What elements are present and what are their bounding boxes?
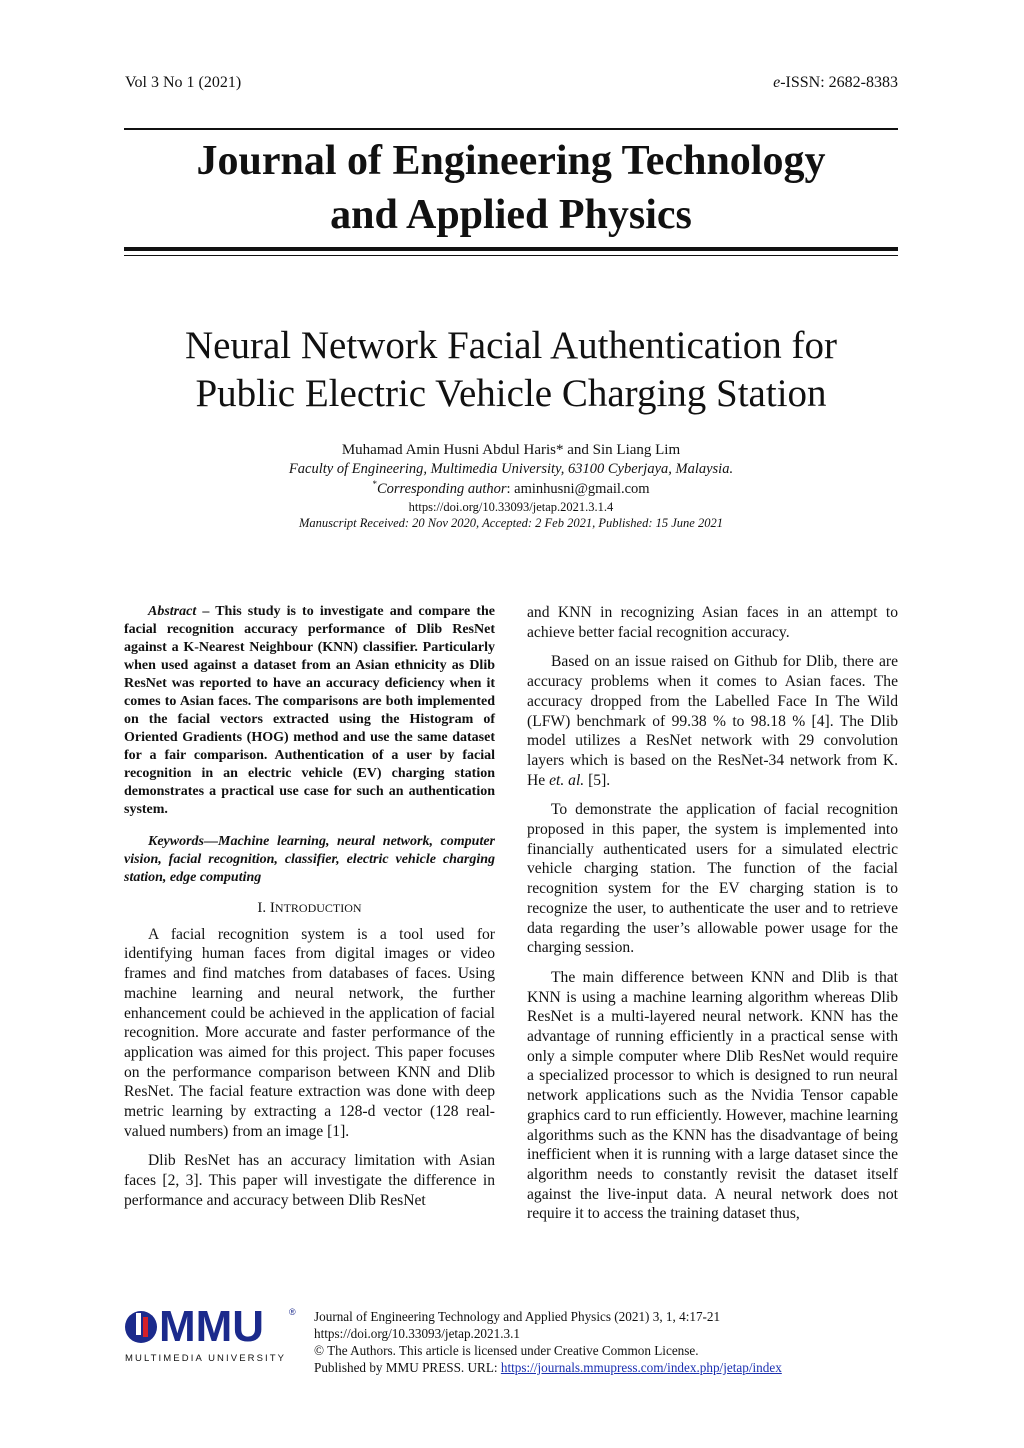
paper-title-line1: Neural Network Facial Authentication for [185,324,837,367]
right-column [527,603,898,1234]
issn-number: -ISSN: 2682-8383 [780,74,898,91]
logo-text: MMU [159,1303,265,1351]
footer-license: © The Authors. This article is licensed under Creative Common License. [314,1343,699,1358]
corresponding-label: Corresponding author [376,480,507,497]
manuscript-dates: Manuscript Received: 20 Nov 2020, Accepted: 2 Feb 2021, Published: 15 June 2021 [299,516,723,530]
journal-title-line1: Journal of Engineering Technology [196,138,826,184]
corresponding-email[interactable]: : aminhusni@gmail.com [506,480,650,497]
right-paragraph-3: To demonstrate the application of facial recognition proposed in this paper, the system is implemented into financially authenticated users for a simulated electric vehicle charging station. The function of the facial recognition system for the EV charging station is to recognize the user, to authenticate the user and to retrieve data regarding the user’s allowable power usage for the charging session. [527,801,898,957]
section-heading-introduction [124,899,495,919]
corresponding-author [124,479,898,498]
right-p2-before: Based on an issue raised on Github for Dlib, there are accuracy problems when it comes to Asian faces. The accuracy dropped from the Labelled Face In The Wild (LFW) benchmark of 99.38 % to 98.18 % [4]. The Dlib model utilizes a ResNet network with 29 convolution layers which is based on the ResNet-34 network from K. He [527,653,898,789]
header-volume: Vol 3 No 1 (2021) [125,74,242,91]
logo-bar-2 [143,1317,148,1337]
mmu-logo [123,1303,298,1365]
section-heading-num: I. I [257,900,275,916]
section-heading-rest: NTRODUCTION [274,901,362,915]
footer-citation: Journal of Engineering Technology and Applied Physics (2021) 3, 1, 4:17-21 [314,1309,721,1324]
footer-published [314,1359,782,1376]
intro-paragraph-1: A facial recognition system is a tool used for identifying human faces from digital images or video frames and find matches from databases of faces. Using machine learning and neural network, the further enhancement could be achieved in the application of facial recognition. More accurate and faster performance of the application was aimed for this project. This paper focuses on the performance comparison between KNN and Dlib ResNet. The facial feature extraction was done with deep metric learning by extracting a 128-d vector (128 real-valued numbers) from an image [1]. [124,925,495,1140]
issn-prefix: e [773,74,781,91]
right-p2-after: [5]. [584,771,611,789]
bottom-rule-thin [124,255,898,256]
journal-title-line2: and Applied Physics [330,192,692,238]
journal-title [124,134,898,242]
keywords-text: Keywords—Machine learning, neural network, computer vision, facial recognition, classifier, electric vehicle charging station, edge computing [124,834,495,885]
left-column [124,603,495,1221]
right-paragraph-4: The main difference between KNN and Dlib is that KNN is using a machine learning algorithm whereas Dlib ResNet is a multi-layered neural network. KNN has the advantage of running efficiently in a practical sense with only a simple computer where Dlib ResNet would require a specialized processor to which is designed to run neural network applications such as the Nvidia Tensor capable graphics card to run efficiently. However, machine learning algorithms such as the KNN has the disadvantage of being inefficient when it is running with a large dataset since the algorithm needs to constantly revisit the dataset itself against the live-input data. A neural network does not require it to access the training dataset thus, [527,968,898,1223]
abstract-label: Abstract [148,604,197,619]
footer-journal-link[interactable]: https://journals.mmupress.com/index.php/jetap/index [500,1360,782,1375]
corresponding-mark: * [372,479,377,489]
bottom-rule-thick [124,247,898,251]
header-issn [773,74,898,92]
keywords [124,833,495,887]
logo-bar-1 [136,1313,141,1335]
authors: Muhamad Amin Husni Abdul Haris* and Sin Liang Lim [341,442,681,458]
right-p2-italic: et. al. [549,771,585,789]
intro-paragraph-2: Dlib ResNet has an accuracy limitation with Asian faces [2, 3]. This paper will investigate the difference in performance and accuracy between Dlib ResNet [124,1152,495,1209]
footer-doi[interactable]: https://doi.org/10.33093/jetap.2021.3.1 [314,1326,520,1341]
logo-subtext: MULTIMEDIA UNIVERSITY [125,1353,287,1364]
logo-reg: ® [289,1307,296,1317]
affiliation: Faculty of Engineering, Multimedia University, 63100 Cyberjaya, Malaysia. [288,461,734,477]
mmu-logo-mark [123,1303,298,1365]
paper-title-line2: Public Electric Vehicle Charging Station [195,372,827,415]
top-rule [124,128,898,130]
right-paragraph-1: and KNN in recognizing Asian faces in an attempt to achieve better facial recognition accuracy. [527,604,898,641]
footer [314,1308,782,1376]
abstract-text: This study is to investigate and compare the facial recognition accuracy performance of Dlib ResNet against a K-Nearest Neighbour (KNN) classifier. Particularly when used against a dataset from an Asian ethnicity as Dlib ResNet was reported to have an accuracy deficiency when it comes to Asian faces. The comparisons are both implemented on the facial vectors extracted using the Histogram of Oriented Gradients (HOG) method and use the same dataset for a fair comparison. Authentication of a user by facial recognition in an electric vehicle (EV) charging station demonstrates a practical use case for such an authentication system. [124,604,496,817]
footer-published-prefix: Published by MMU PRESS. URL: [314,1360,501,1375]
abstract [124,603,495,819]
paper-title [124,322,898,418]
right-paragraph-2 [527,652,898,790]
paper-doi[interactable]: https://doi.org/10.33093/jetap.2021.3.1.4 [408,500,614,514]
abstract-dash: – [196,604,216,619]
